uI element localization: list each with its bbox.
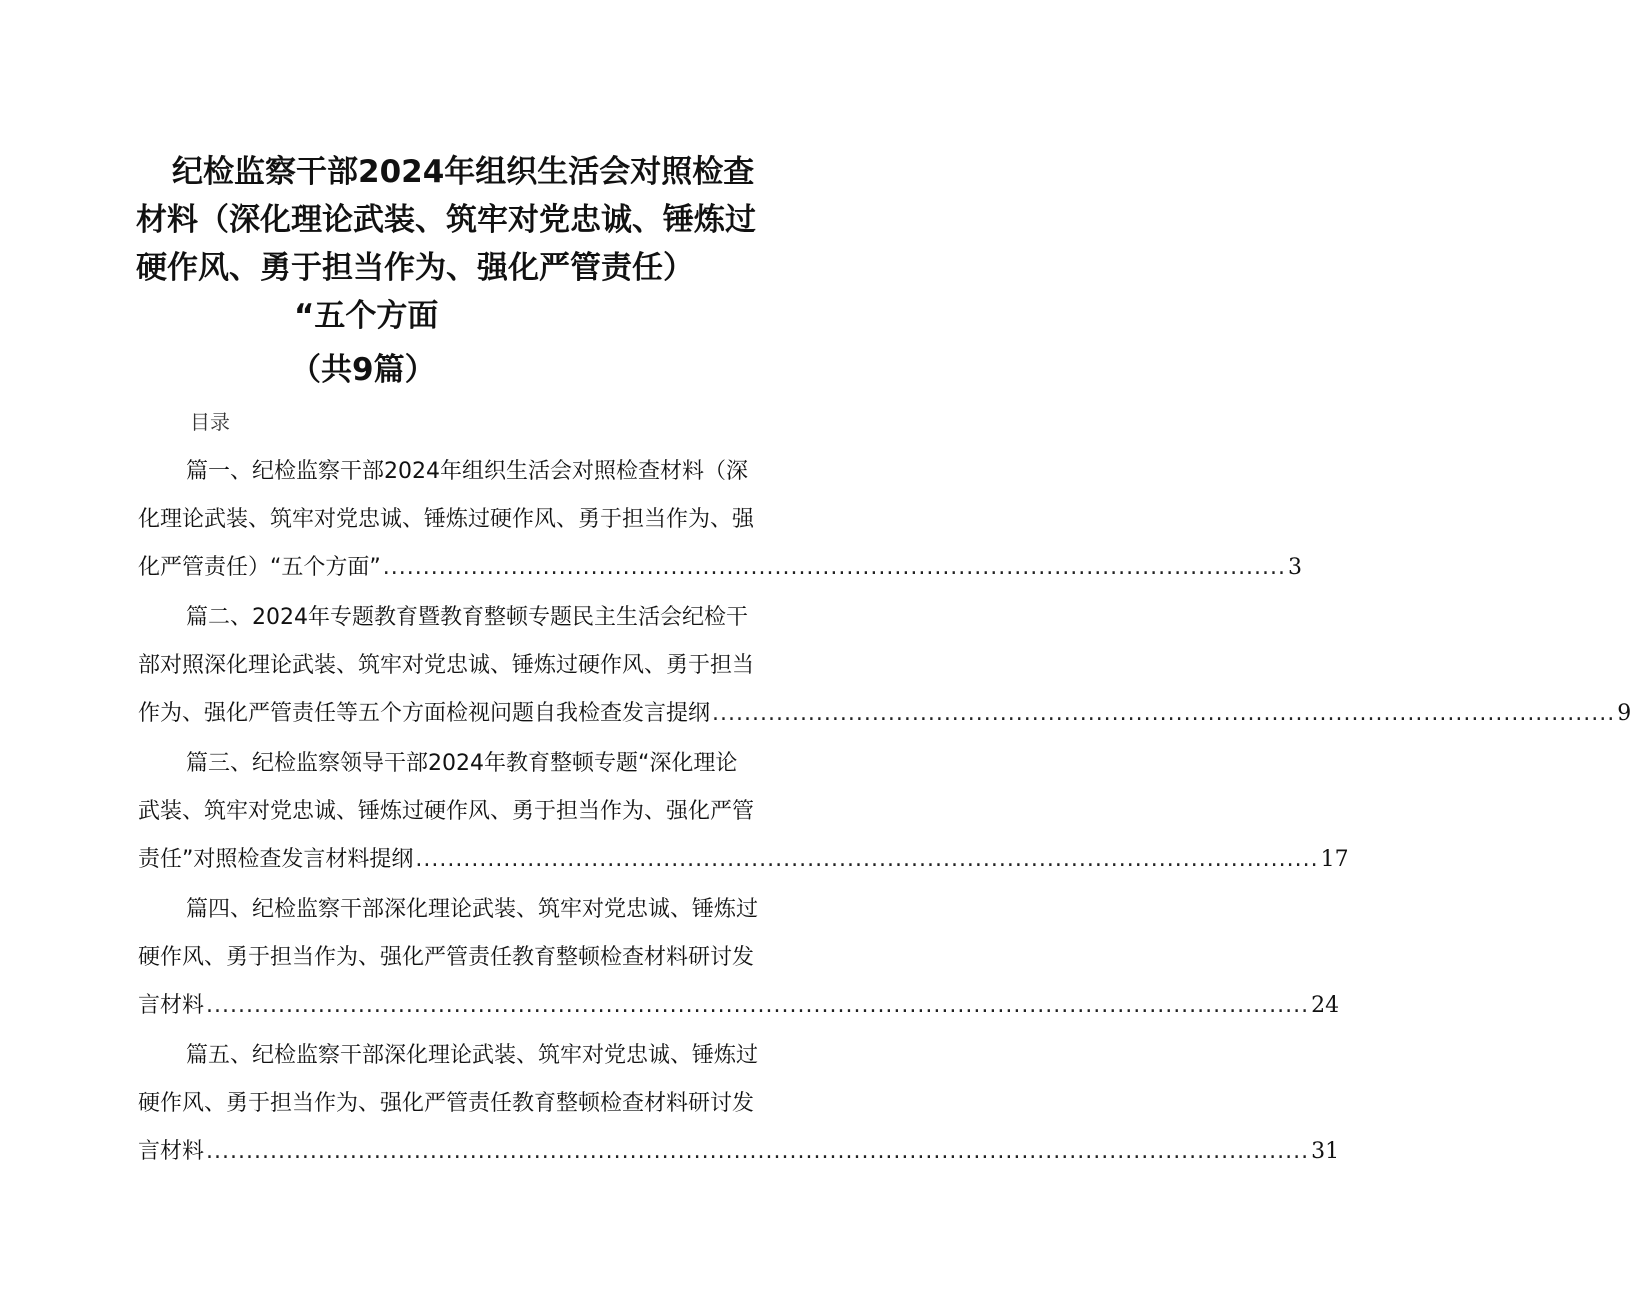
toc-entry-5-page: 31	[1311, 1139, 1340, 1164]
toc-entry-2-line-3[interactable]	[138, 694, 1631, 734]
toc-entry-2-line-2[interactable]: 部对照深化理论武装、筑牢对党忠诚、锤炼过硬作风、勇于担当	[138, 653, 755, 678]
toc-entry-1-text: 化严管责任）“五个方面”	[138, 555, 381, 580]
doc-title-line-1: 纪检监察干部2024年组织生活会对照检查	[172, 154, 755, 190]
toc-leader-dots: .................................................................................................................	[712, 701, 1616, 726]
toc-entry-5-line-2[interactable]: 硬作风、勇于担当作为、强化严管责任教育整顿检查材料研讨发	[138, 1091, 755, 1116]
toc-leader-dots: ..........................................................................................................................................	[206, 993, 1310, 1018]
toc-entry-1-page: 3	[1288, 555, 1303, 580]
toc-entry-3-text: 责任”对照检查发言材料提纲	[138, 847, 414, 872]
doc-title-line-2: 材料（深化理论武装、筑牢对党忠诚、锤炼过	[136, 202, 756, 238]
toc-entry-1-line-1[interactable]: 篇一、纪检监察干部2024年组织生活会对照检查材料（深	[186, 459, 748, 484]
toc-entry-2-page: 9	[1617, 701, 1631, 726]
toc-entry-1-line-3[interactable]	[138, 548, 1303, 588]
toc-leader-dots: ..........................................................................................................................................	[206, 1139, 1310, 1164]
toc-entry-5-line-3[interactable]	[138, 1132, 1340, 1172]
doc-title-line-3: 硬作风、勇于担当作为、强化严管责任）	[136, 250, 694, 286]
toc-heading: 目录	[190, 410, 230, 434]
toc-entry-5-text: 言材料	[138, 1139, 205, 1164]
toc-entry-5-line-1[interactable]: 篇五、纪检监察干部深化理论武装、筑牢对党忠诚、锤炼过	[186, 1043, 759, 1068]
toc-entry-2-text: 作为、强化严管责任等五个方面检视问题自我检查发言提纲	[138, 701, 711, 726]
toc-entry-3-line-3[interactable]	[138, 840, 1349, 880]
toc-entry-4-text: 言材料	[138, 993, 205, 1018]
doc-title-count: （共9篇）	[290, 352, 436, 388]
toc-entry-4-line-1[interactable]: 篇四、纪检监察干部深化理论武装、筑牢对党忠诚、锤炼过	[186, 897, 759, 922]
toc-entry-4-line-2[interactable]: 硬作风、勇于担当作为、强化严管责任教育整顿检查材料研讨发	[138, 945, 755, 970]
toc-entry-2-line-1[interactable]: 篇二、2024年专题教育暨教育整顿专题民主生活会纪检干	[186, 605, 748, 630]
toc-leader-dots: .................................................................................................................	[382, 555, 1287, 580]
toc-entry-1-line-2[interactable]: 化理论武装、筑牢对党忠诚、锤炼过硬作风、勇于担当作为、强	[138, 507, 755, 532]
toc-entry-4-line-3[interactable]	[138, 986, 1340, 1026]
toc-entry-3-line-2[interactable]: 武装、筑牢对党忠诚、锤炼过硬作风、勇于担当作为、强化严管	[138, 799, 755, 824]
toc-leader-dots: .................................................................................................................	[415, 847, 1319, 872]
toc-entry-4-page: 24	[1311, 993, 1340, 1018]
toc-entry-3-page: 17	[1320, 847, 1349, 872]
doc-title-line-4: “五个方面	[294, 298, 439, 334]
toc-entry-3-line-1[interactable]: 篇三、纪检监察领导干部2024年教育整顿专题“深化理论	[186, 751, 738, 776]
